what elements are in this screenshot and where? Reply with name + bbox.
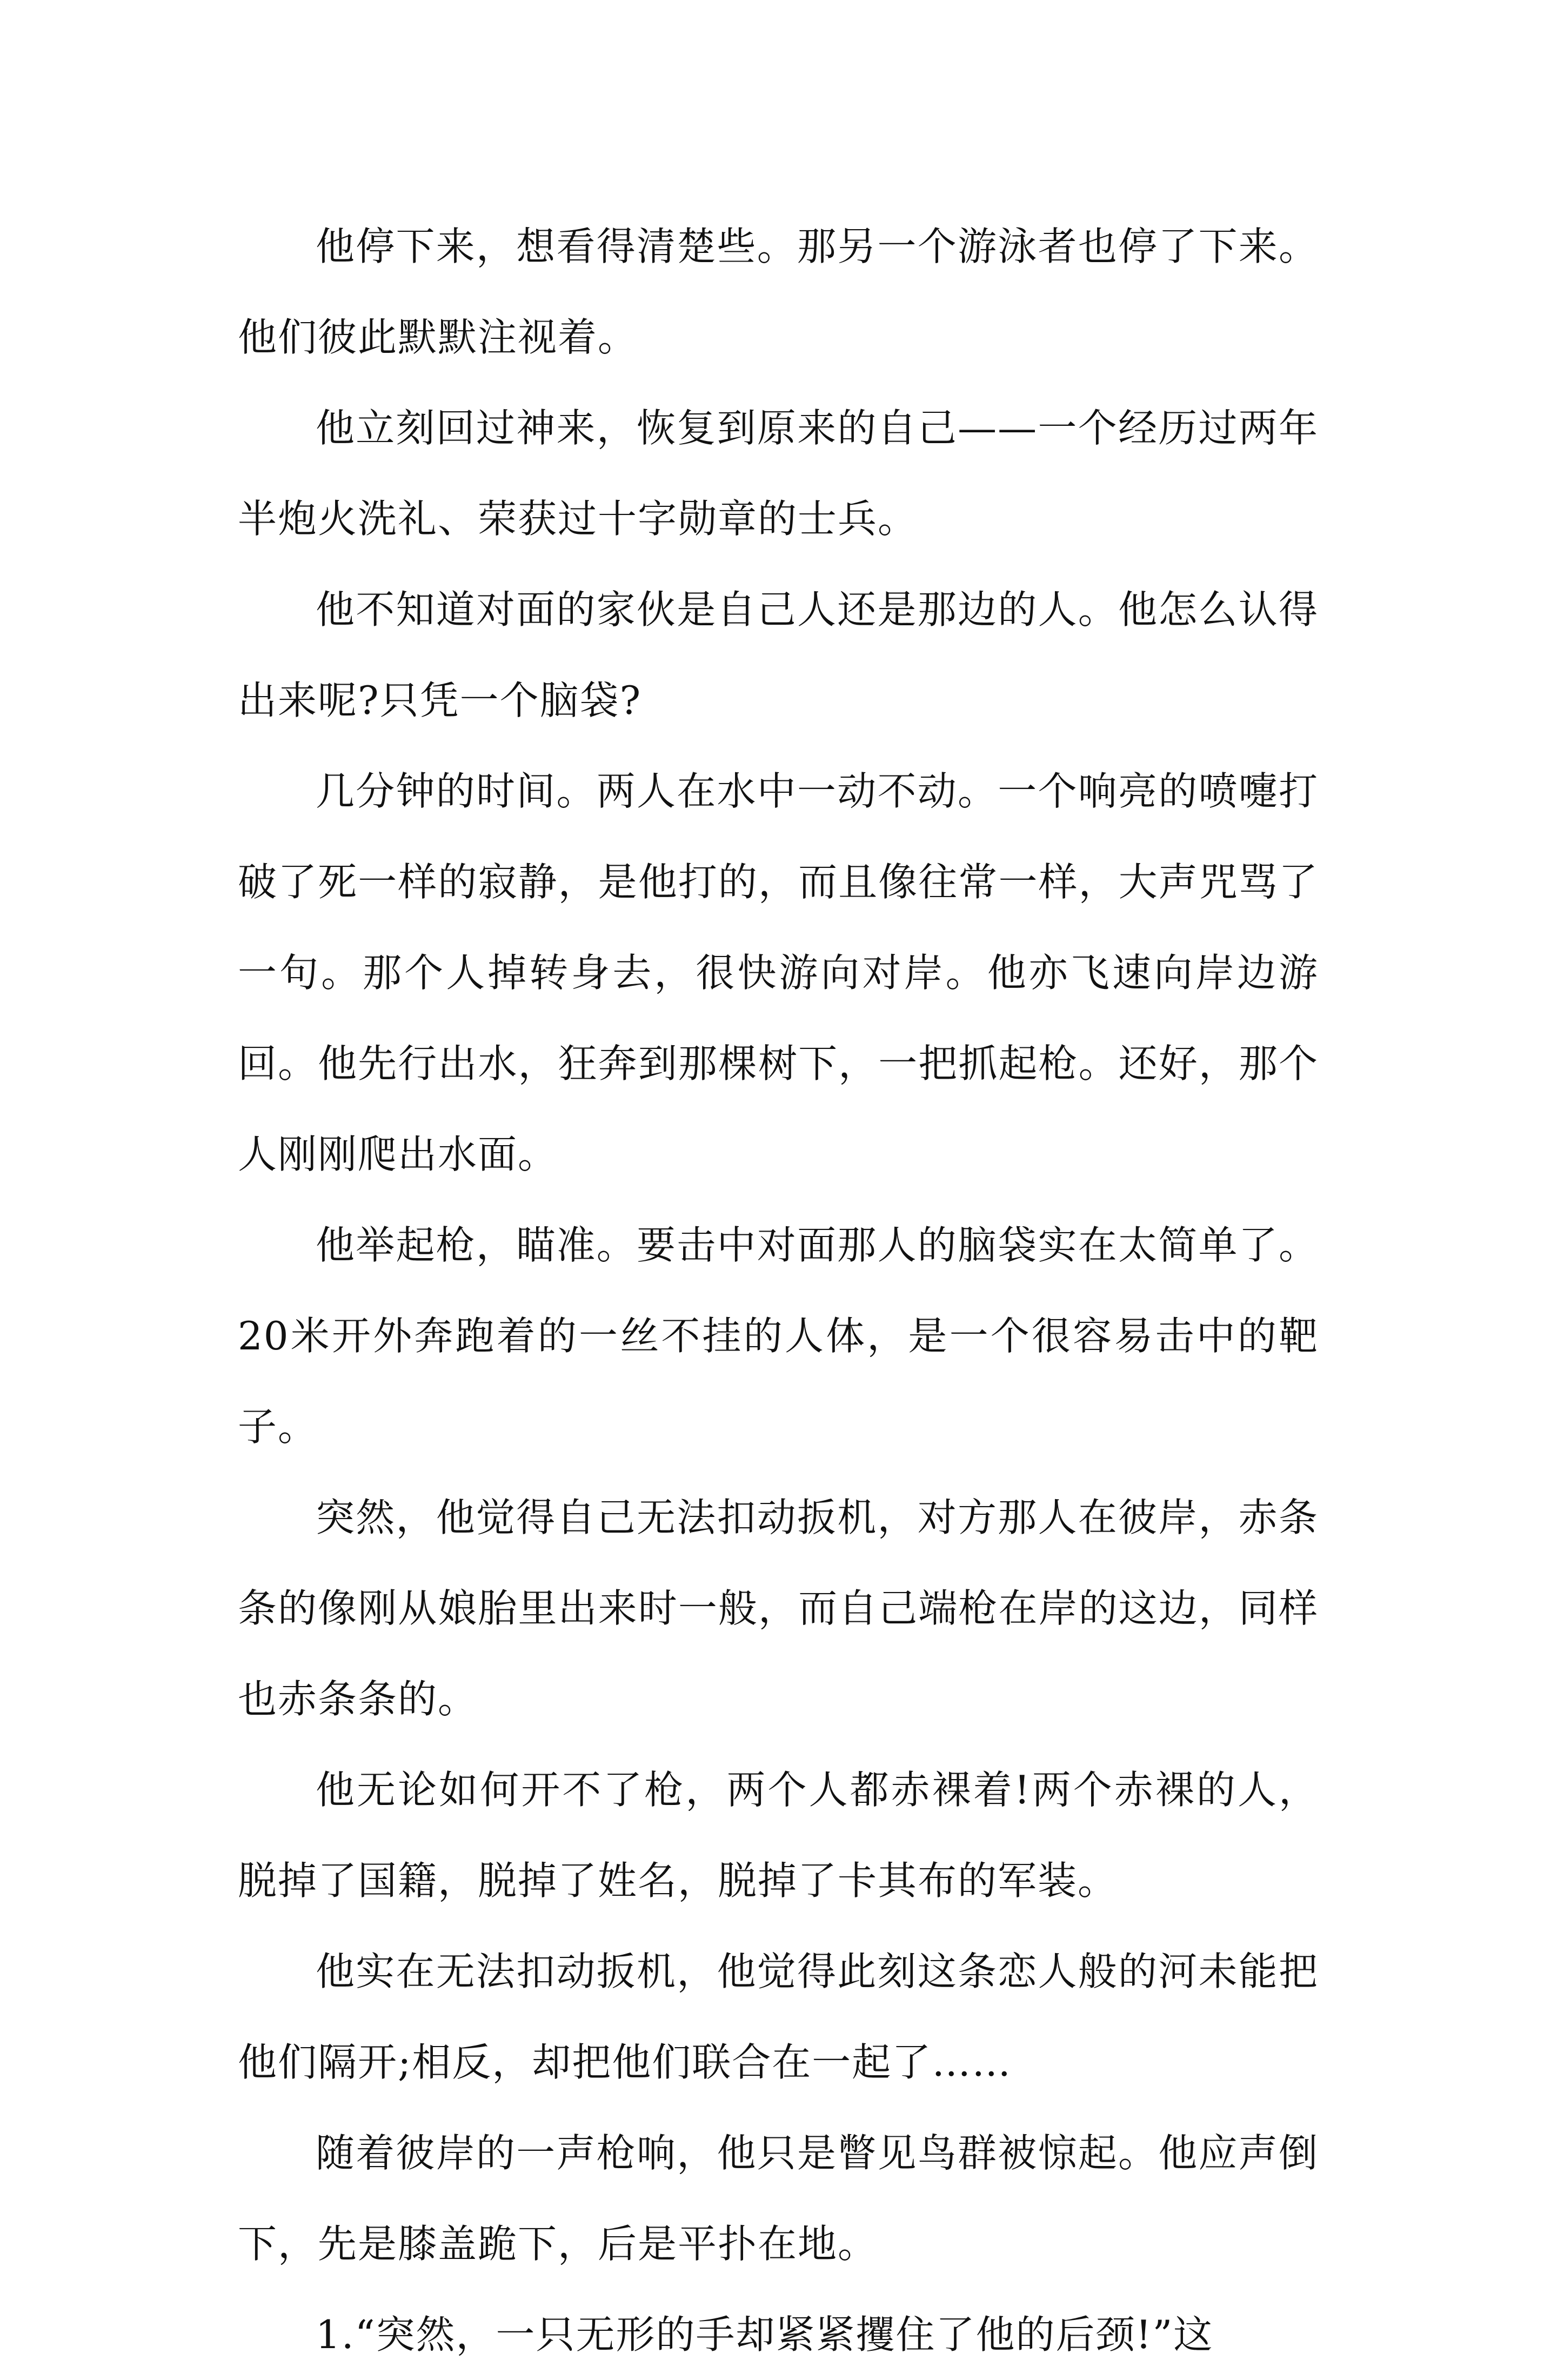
document-body [238, 201, 1319, 2380]
paragraph: 他无论如何开不了枪，两个人都赤裸着!两个赤裸的人，脱掉了国籍，脱掉了姓名，脱掉了卡其布的军装。 [238, 1767, 1319, 1903]
paragraph: 几分钟的时间。两人在水中一动不动。一个响亮的喷嚏打破了死一样的寂静，是他打的，而且像往常一样，大声咒骂了一句。那个人掉转身去，很快游向对岸。他亦飞速向岸边游回。他先行出水，狂奔到那棵树下，一把抓起枪。还好，那个人刚刚爬出水面。 [238, 768, 1319, 1177]
paragraph: 他不知道对面的家伙是自己人还是那边的人。他怎么认得出来呢?只凭一个脑袋? [238, 587, 1319, 723]
paragraph: 突然，他觉得自己无法扣动扳机，对方那人在彼岸，赤条条的像刚从娘胎里出来时一般，而自己端枪在岸的这边，同样也赤条条的。 [238, 1495, 1319, 1722]
paragraph: 他实在无法扣动扳机，他觉得此刻这条恋人般的河未能把他们隔开;相反，却把他们联合在一起了…… [238, 1949, 1319, 2085]
paragraph: 他举起枪，瞄准。要击中对面那人的脑袋实在太简单了。20米开外奔跑着的一丝不挂的人体，是一个很容易击中的靶子。 [238, 1222, 1319, 1449]
paragraph: 他停下来，想看得清楚些。那另一个游泳者也停了下来。他们彼此默默注视着。 [238, 224, 1319, 360]
question-item: 1.“突然，一只无形的手却紧紧攫住了他的后颈!”这 [316, 2312, 1214, 2357]
paragraph: 他立刻回过神来，恢复到原来的自己——一个经历过两年半炮火洗礼、荣获过十字勋章的士兵。 [238, 405, 1319, 541]
paragraph: 随着彼岸的一声枪响，他只是瞥见鸟群被惊起。他应声倒下，先是膝盖跪下，后是平扑在地。 [238, 2130, 1319, 2267]
